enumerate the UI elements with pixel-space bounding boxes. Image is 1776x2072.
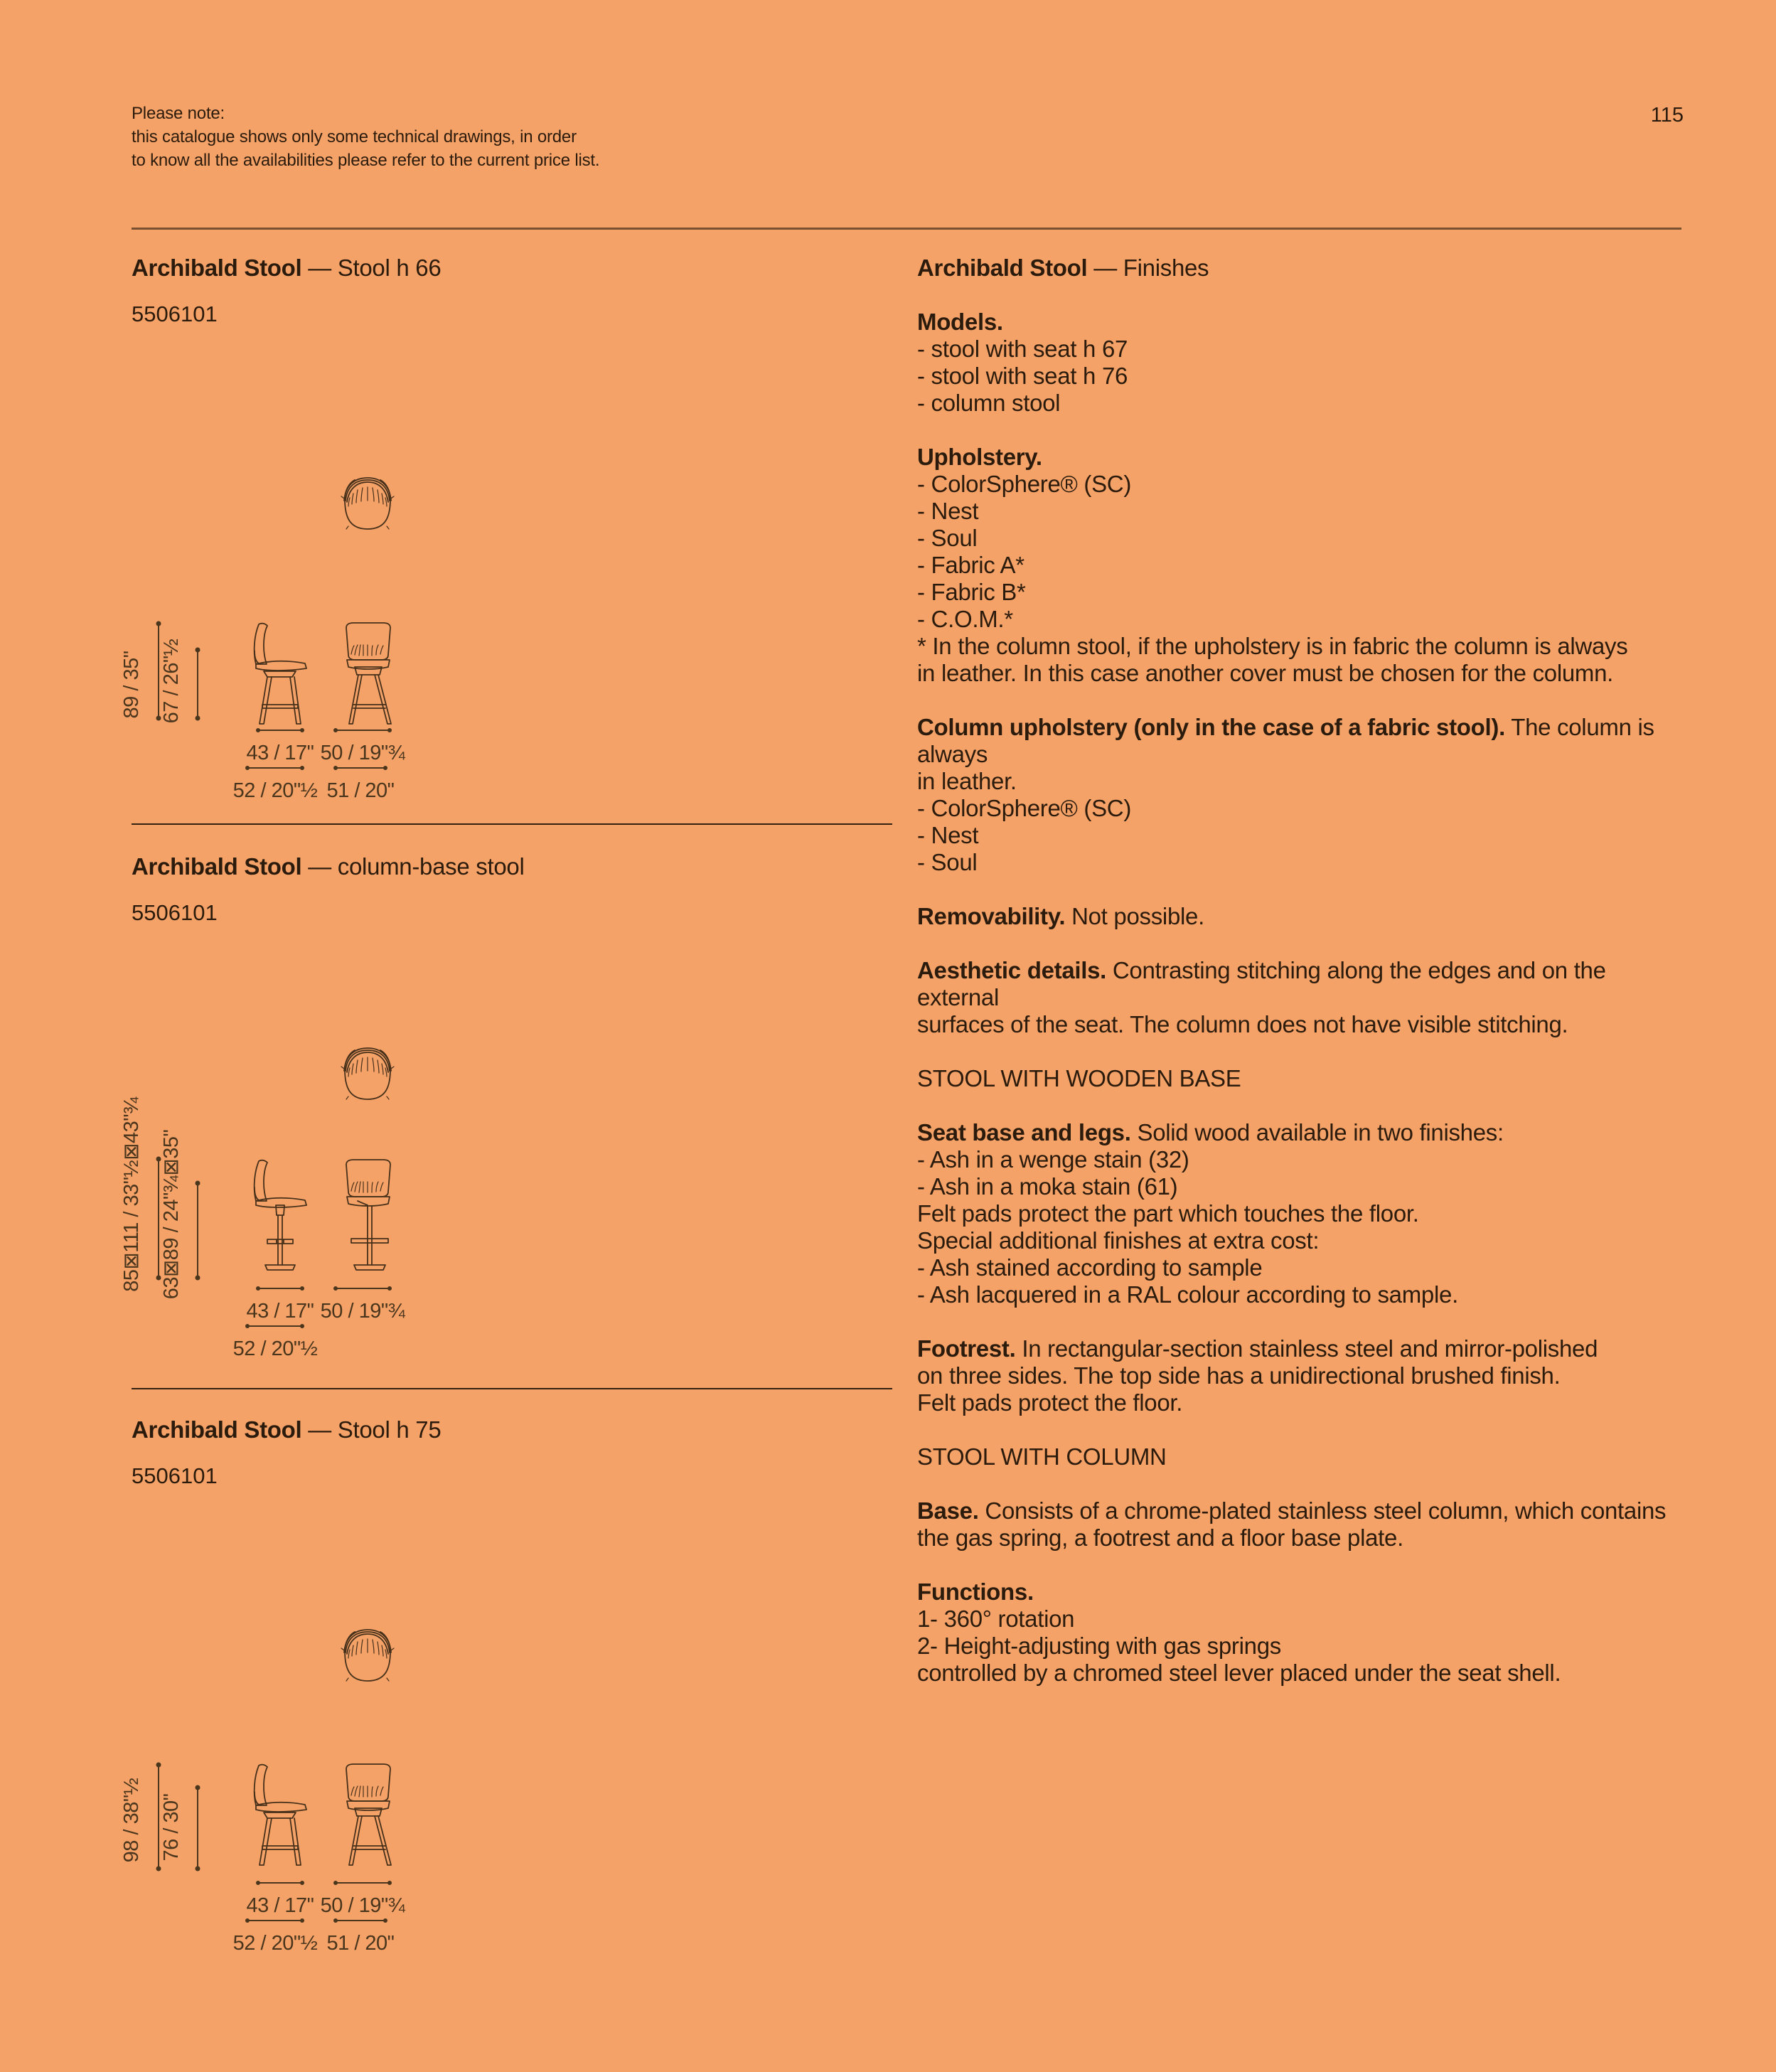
dimension-label: 43 / 17" <box>246 1894 314 1917</box>
product-variant: — Finishes <box>1087 255 1209 281</box>
finishes-paragraph-functions <box>917 1579 1685 1687</box>
paragraph-line: the gas spring, a footrest and a floor base plate. <box>917 1524 1403 1551</box>
list-item: - ColorSphere® (SC) <box>917 471 1132 497</box>
paragraph-line: surfaces of the seat. The column does not have visible stitching. <box>917 1011 1568 1037</box>
paragraph-rest: Consists of a chrome-plated stainless steel column, which contains <box>978 1497 1667 1524</box>
paragraph-line: controlled by a chromed steel lever placed under the seat shell. <box>917 1660 1561 1686</box>
list-item: - C.O.M.* <box>917 606 1013 632</box>
finishes-paragraph-aesthetic-details <box>917 957 1685 1038</box>
dimension-label: 52 / 20"½ <box>232 1337 318 1360</box>
product-name: Archibald Stool <box>917 255 1088 281</box>
section-heading-stool-h66 <box>132 255 441 282</box>
dimension-label: 50 / 19"¾ <box>320 742 405 764</box>
note-line: this catalogue shows only some technical drawings, in order <box>132 127 577 146</box>
paragraph-line: Felt pads protect the part which touches the floor. <box>917 1200 1419 1227</box>
dimension-label: 52 / 20"½ <box>232 779 318 802</box>
subheading-text: STOOL WITH WOODEN BASE <box>917 1065 1241 1091</box>
section-heading-finishes <box>917 255 1685 282</box>
paragraph-lead: Upholstery. <box>917 444 1042 470</box>
paragraph-rest: In rectangular-section stainless steel and mirror-polished <box>1015 1335 1598 1362</box>
paragraph-line: in leather. <box>917 768 1017 794</box>
product-variant: — column-base stool <box>301 853 525 880</box>
list-item: - Ash lacquered in a RAL colour according to sample. <box>917 1281 1458 1308</box>
technical-drawing-column-base-stool <box>107 1024 818 1394</box>
finishes-column <box>917 255 1685 1687</box>
dimension-label: 67 / 26"½ <box>160 639 183 724</box>
dimension-label: 50 / 19"¾ <box>320 1300 405 1323</box>
finishes-subheading-wooden-base <box>917 1065 1685 1092</box>
list-item: - Fabric A* <box>917 552 1025 578</box>
note-line: Please note: <box>132 104 225 123</box>
note-line: to know all the availabilities please refer to the current price list. <box>132 151 600 170</box>
dimension-label: 51 / 20" <box>326 779 395 802</box>
separator-rule <box>132 1388 892 1389</box>
dimension-label: 63⊠89 / 24"¾⊠35" <box>160 1129 183 1300</box>
finishes-paragraph-upholstery <box>917 444 1685 687</box>
footnote-line: * In the column stool, if the upholstery is in fabric the column is always <box>917 633 1628 659</box>
paragraph-lead: Aesthetic details. <box>917 957 1107 983</box>
finishes-paragraph-base <box>917 1497 1685 1552</box>
technical-drawing-stool-h75 <box>107 1607 818 2019</box>
separator-rule-top <box>132 228 1681 230</box>
product-variant: — Stool h 75 <box>301 1416 442 1443</box>
paragraph-lead: Footrest. <box>917 1335 1016 1362</box>
list-item: - Ash stained according to sample <box>917 1254 1263 1281</box>
product-name: Archibald Stool <box>132 255 302 281</box>
paragraph-line: Felt pads protect the floor. <box>917 1389 1183 1416</box>
dimension-label: 52 / 20"½ <box>232 1932 318 1955</box>
header-note <box>132 102 599 172</box>
paragraph-line: on three sides. The top side has a unidirectional brushed finish. <box>917 1362 1561 1389</box>
list-item: 2- Height-adjusting with gas springs <box>917 1633 1281 1659</box>
product-code: 5506101 <box>132 301 218 326</box>
page-number: 115 <box>1650 104 1684 127</box>
finishes-paragraph-column-upholstery <box>917 714 1685 876</box>
finishes-paragraph-footrest <box>917 1335 1685 1416</box>
list-item: - Soul <box>917 525 978 551</box>
paragraph-lead: Models. <box>917 309 1003 335</box>
list-item: - Soul <box>917 849 978 875</box>
paragraph-line: Special additional finishes at extra cost: <box>917 1227 1320 1254</box>
section-heading-column-base-stool <box>132 853 524 880</box>
finishes-paragraph-removability <box>917 903 1685 930</box>
dimension-label: 50 / 19"¾ <box>320 1894 405 1917</box>
list-item: - Ash in a wenge stain (32) <box>917 1146 1189 1173</box>
section-heading-stool-h75 <box>132 1416 441 1443</box>
paragraph-lead: Functions. <box>917 1579 1034 1605</box>
product-code: 5506101 <box>132 900 218 925</box>
list-item: - Ash in a moka stain (61) <box>917 1173 1178 1200</box>
product-variant: — Stool h 66 <box>301 255 442 281</box>
list-item: - stool with seat h 76 <box>917 363 1128 389</box>
dimension-label: 76 / 30" <box>160 1793 183 1862</box>
paragraph-lead: Seat base and legs. <box>917 1119 1131 1146</box>
paragraph-rest: Not possible. <box>1065 903 1204 929</box>
paragraph-lead: Base. <box>917 1497 979 1524</box>
paragraph-rest: The column is always <box>917 714 1654 767</box>
dimension-label: 85⊠111 / 33"½⊠43"¾ <box>120 1097 143 1292</box>
list-item: - Nest <box>917 822 979 848</box>
footnote-line: in leather. In this case another cover must be chosen for the column. <box>917 660 1614 686</box>
dimension-label: 89 / 35" <box>120 651 143 719</box>
product-name: Archibald Stool <box>132 1416 302 1443</box>
dimension-label: 51 / 20" <box>326 1932 395 1955</box>
list-item: - Nest <box>917 498 979 524</box>
finishes-subheading-column <box>917 1443 1685 1470</box>
finishes-paragraph-seat-base-legs <box>917 1119 1685 1308</box>
dimension-label: 43 / 17" <box>246 1300 314 1323</box>
separator-rule <box>132 823 892 825</box>
product-code: 5506101 <box>132 1463 218 1488</box>
subheading-text: STOOL WITH COLUMN <box>917 1443 1167 1470</box>
product-name: Archibald Stool <box>132 853 302 880</box>
dimension-label: 43 / 17" <box>246 742 314 764</box>
list-item: - stool with seat h 67 <box>917 336 1128 362</box>
list-item: - column stool <box>917 390 1061 416</box>
paragraph-rest: Contrasting stitching along the edges and on the external <box>917 957 1606 1010</box>
finishes-paragraph-models <box>917 309 1685 417</box>
list-item: 1- 360° rotation <box>917 1606 1075 1632</box>
list-item: - Fabric B* <box>917 579 1026 605</box>
paragraph-rest: Solid wood available in two finishes: <box>1130 1119 1504 1146</box>
list-item: - ColorSphere® (SC) <box>917 795 1132 821</box>
dimension-label: 98 / 38"½ <box>120 1778 143 1863</box>
technical-drawing-stool-h66 <box>107 455 818 825</box>
paragraph-lead: Column upholstery (only in the case of a fabric stool). <box>917 714 1505 740</box>
paragraph-lead: Removability. <box>917 903 1066 929</box>
